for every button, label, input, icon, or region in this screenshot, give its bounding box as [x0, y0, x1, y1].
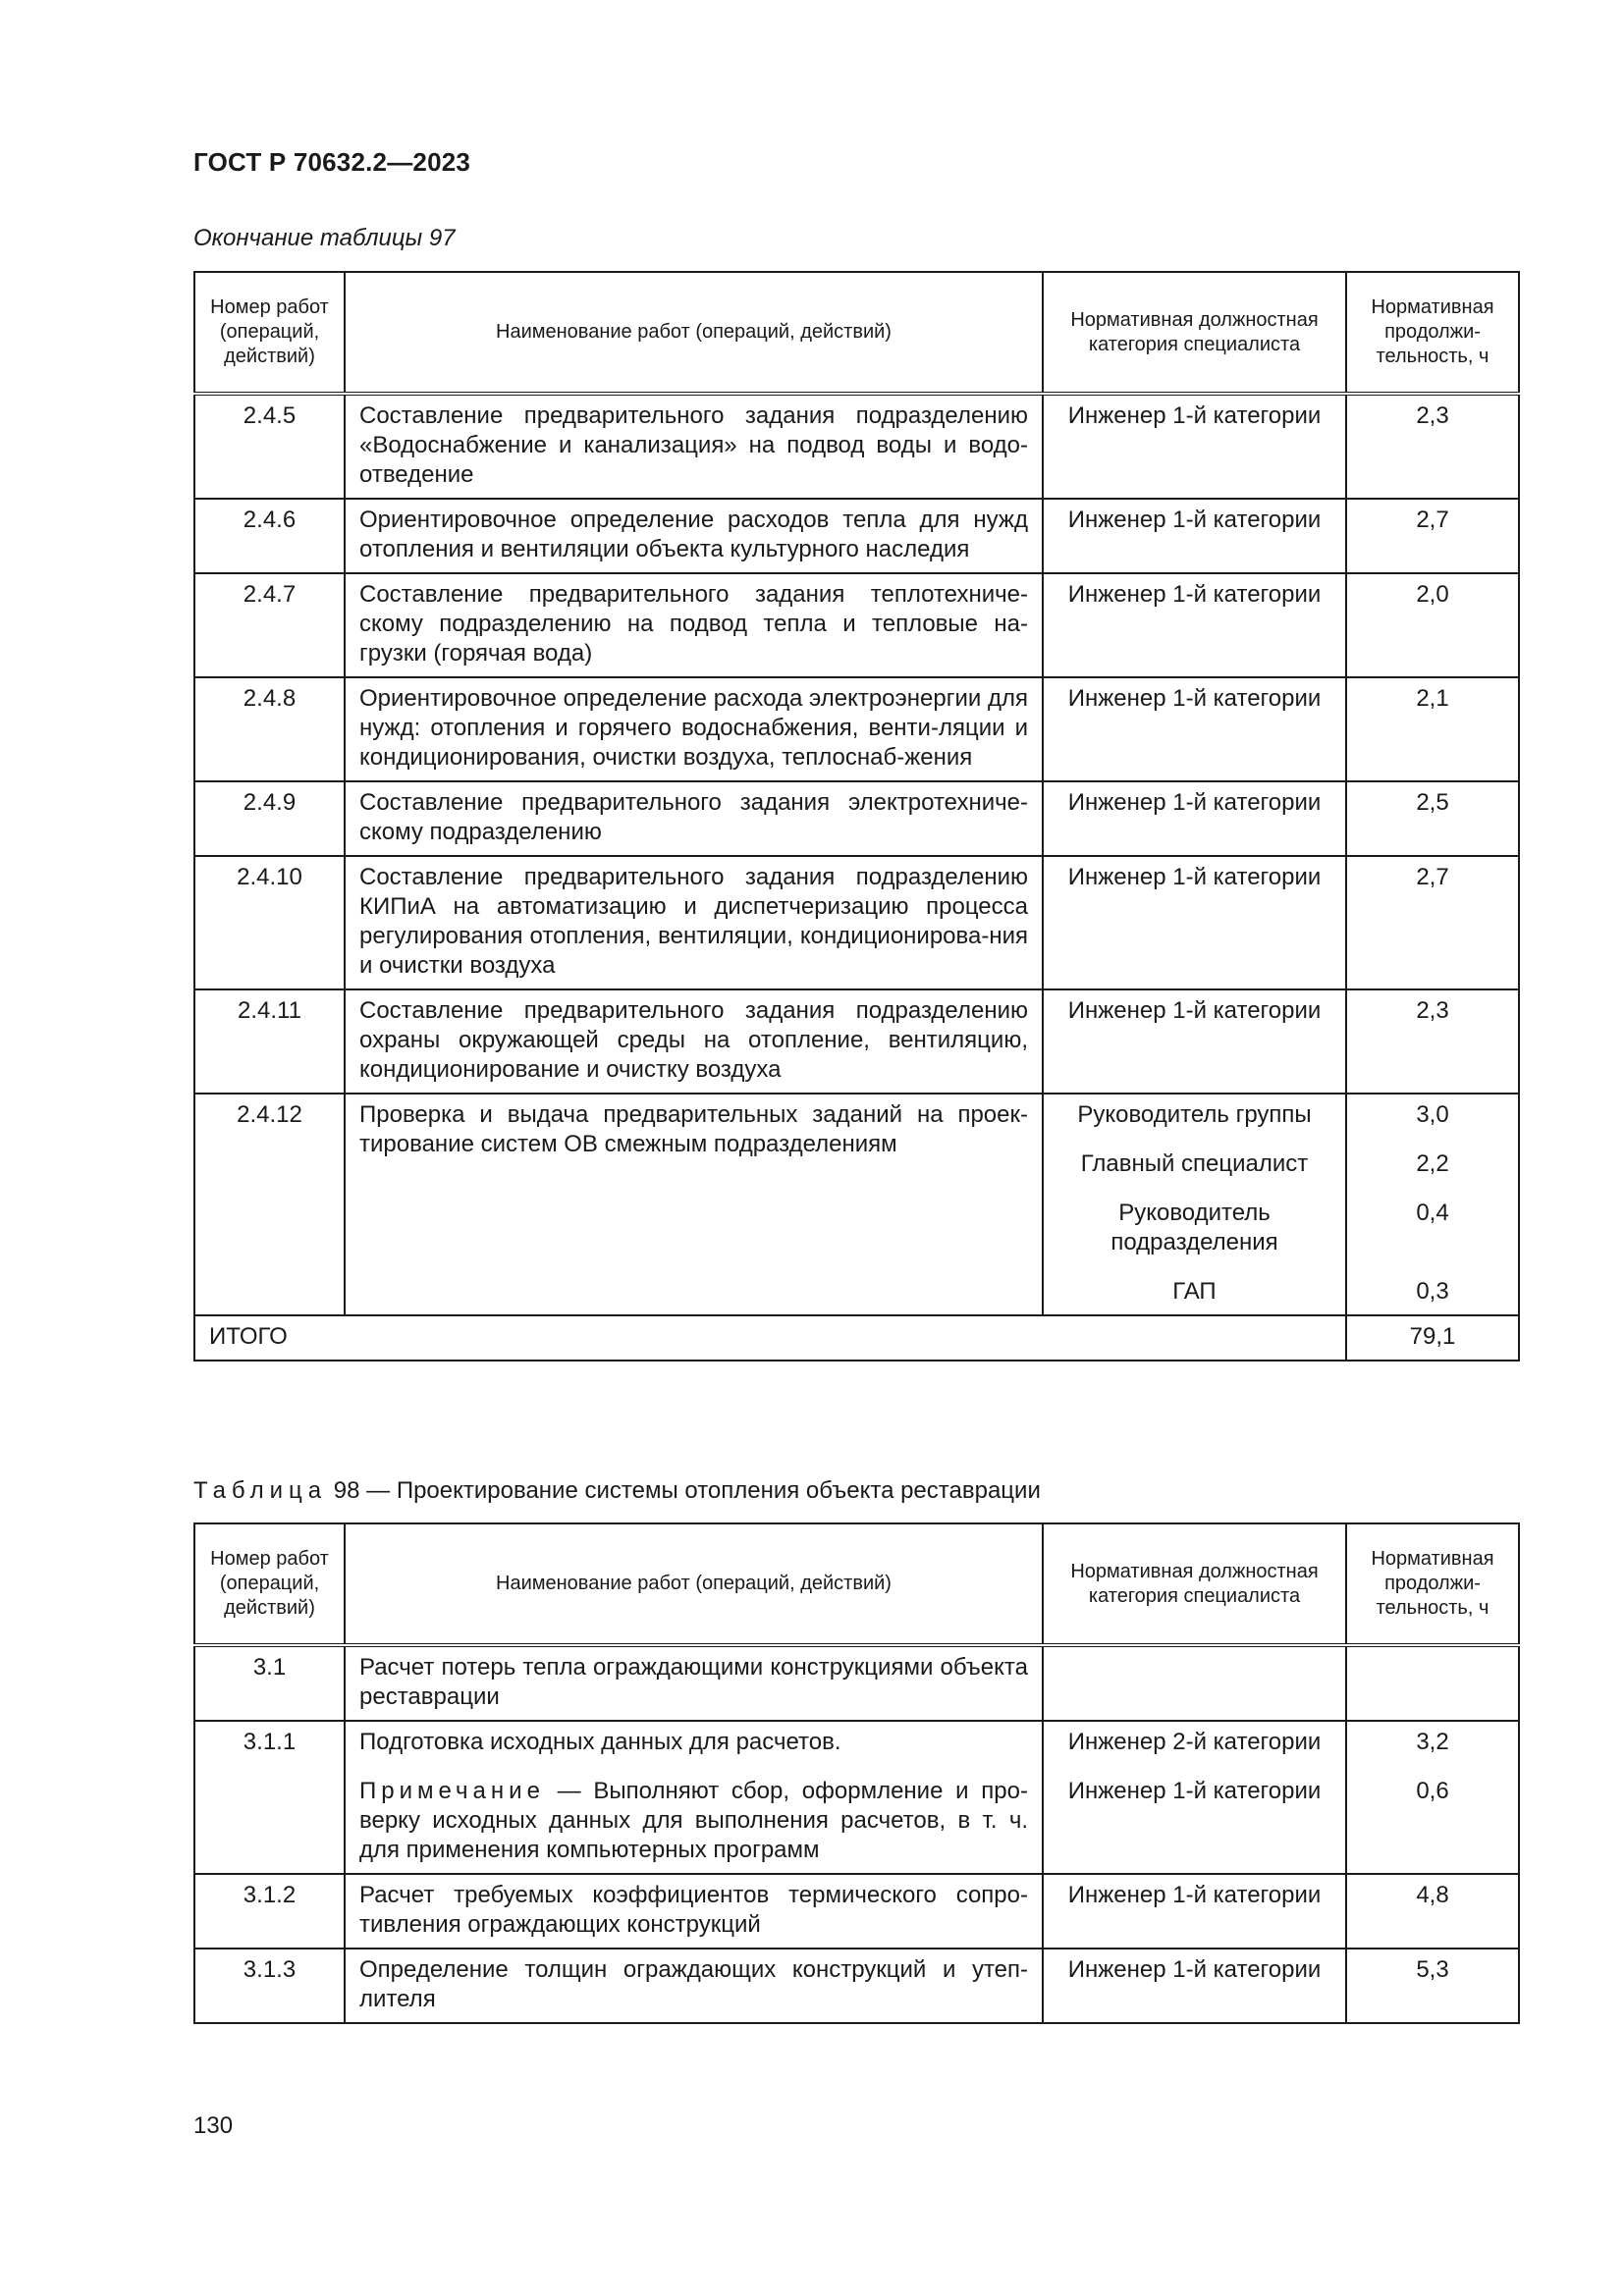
- table-97-continuation-caption: Окончание таблицы 97: [193, 225, 456, 251]
- row-category-text: Инженер 1-й категории: [1067, 1778, 1322, 1804]
- document-title: ГОСТ Р 70632.2—2023: [193, 147, 471, 177]
- row-number-cell: 2.4.8: [194, 677, 345, 781]
- row-duration-cell: [1346, 1645, 1519, 1721]
- column-header-duration: Нормативная продолжи-тельность, ч: [1346, 272, 1519, 394]
- table-97: [193, 271, 1520, 1362]
- row-duration-cell: [1346, 989, 1519, 1094]
- row-number-cell: 2.4.6: [194, 499, 345, 573]
- row-duration-value: 2,1: [1416, 685, 1449, 712]
- row-category-text: Инженер 1-й категории: [1067, 402, 1322, 429]
- row-category-text: Инженер 1-й категории: [1067, 1882, 1322, 1908]
- table-row: [194, 781, 1519, 856]
- row-number-cell: 2.4.10: [194, 856, 345, 989]
- row-name-text: Составление предварительного задания подразделению КИПиА на автоматизацию и диспетчеризацию процесса регулирования отопления, вентиляции, кондиционирова-ния и очистки воздуха: [359, 864, 1028, 979]
- row-duration-value: 5,3: [1416, 1956, 1449, 1983]
- page-number: 130: [193, 2112, 234, 2139]
- row-name-cell: [345, 1094, 1043, 1315]
- row-number-cell: 3.1.3: [194, 1949, 345, 2023]
- table-row: [194, 677, 1519, 781]
- row-duration-value: 2,3: [1416, 402, 1449, 429]
- table-row: [194, 573, 1519, 677]
- row-name-cell: [345, 573, 1043, 677]
- total-row: [194, 1315, 1519, 1361]
- table-row: [194, 989, 1519, 1094]
- row-name-cell: [345, 1645, 1043, 1721]
- row-note-text: — Выполняют сбор, оформление и про-верку исходных данных для выполнения расчетов, в т. ч. для применения компьютерных программ: [359, 1778, 1028, 1863]
- row-category-cell: [1043, 499, 1346, 573]
- row-duration-cell: [1346, 1874, 1519, 1949]
- row-name-text: Расчет требуемых коэффициентов термического сопро-тивления ограждающих конструкций: [359, 1882, 1028, 1938]
- table-row: [194, 856, 1519, 989]
- row-duration-cell: [1346, 394, 1519, 499]
- row-duration-cell: [1346, 1949, 1519, 2023]
- row-duration-value: 2,5: [1416, 789, 1449, 816]
- row-duration-cell: [1346, 499, 1519, 573]
- row-number-cell: 3.1.1: [194, 1721, 345, 1874]
- column-header-category: Нормативная должностная категория специалиста: [1043, 1523, 1346, 1645]
- row-duration-cell: [1346, 677, 1519, 781]
- row-category-text: Инженер 1-й категории: [1067, 581, 1322, 608]
- row-name-text: Определение толщин ограждающих конструкций и утеп-лителя: [359, 1956, 1028, 2012]
- row-duration-cell: [1346, 781, 1519, 856]
- row-number-cell: 2.4.11: [194, 989, 345, 1094]
- row-name-cell: [345, 394, 1043, 499]
- row-category-cell: [1043, 856, 1346, 989]
- row-category-text: Инженер 1-й категории: [1067, 789, 1322, 816]
- row-category-cell: [1043, 781, 1346, 856]
- table-header-row: [194, 1523, 1519, 1645]
- row-category-text: Главный специалист: [1080, 1150, 1309, 1177]
- row-duration-value: 2,7: [1416, 507, 1449, 533]
- row-category-text: Инженер 1-й категории: [1067, 507, 1322, 533]
- row-number-cell: 3.1.2: [194, 1874, 345, 1949]
- row-category-text: Руководитель подразделения: [1110, 1200, 1278, 1255]
- row-name-text: Расчет потерь тепла ограждающими конструкциями объекта реставрации: [359, 1654, 1028, 1710]
- row-duration-value: 3,0: [1416, 1101, 1449, 1128]
- row-category-text: Руководитель группы: [1077, 1101, 1312, 1128]
- row-name-cell: [345, 856, 1043, 989]
- column-header-category: Нормативная должностная категория специалиста: [1043, 272, 1346, 394]
- row-name-cell: [345, 781, 1043, 856]
- row-name-text: Составление предварительного задания электротехниче-скому подразделению: [359, 789, 1028, 845]
- row-number-cell: 2.4.7: [194, 573, 345, 677]
- table-header-row: [194, 272, 1519, 394]
- row-duration-value: 2,2: [1416, 1150, 1449, 1177]
- row-category-cell: [1043, 1645, 1346, 1721]
- row-duration-cell: [1346, 573, 1519, 677]
- row-duration-value: 2,7: [1416, 864, 1449, 890]
- table-98: [193, 1522, 1520, 2024]
- table-row: [194, 1645, 1519, 1721]
- row-duration-value: 0,3: [1416, 1278, 1449, 1305]
- table-row: [194, 1094, 1519, 1315]
- row-duration-value: 3,2: [1416, 1729, 1449, 1755]
- row-name-cell: [345, 989, 1043, 1094]
- column-header-name: Наименование работ (операций, действий): [345, 1523, 1043, 1645]
- row-category-cell: [1043, 1094, 1346, 1315]
- row-name-cell: [345, 677, 1043, 781]
- row-note-word: Примечание: [359, 1778, 545, 1804]
- row-category-text: Инженер 1-й категории: [1067, 685, 1322, 712]
- row-number-cell: 2.4.9: [194, 781, 345, 856]
- table-row: [194, 394, 1519, 499]
- total-value-cell: 79,1: [1346, 1315, 1519, 1361]
- row-number-cell: 2.4.12: [194, 1094, 345, 1315]
- row-category-cell: [1043, 989, 1346, 1094]
- table-98-caption-text: 98 — Проектирование системы отопления объекта реставрации: [333, 1477, 1041, 1504]
- row-name-text: Ориентировочное определение расходов тепла для нужд отопления и вентиляции объекта культурного наследия: [359, 507, 1028, 562]
- row-duration-cell: [1346, 1721, 1519, 1874]
- row-duration-value: 0,4: [1416, 1200, 1449, 1226]
- table-98-caption: [193, 1477, 1041, 1505]
- row-number-cell: 3.1: [194, 1645, 345, 1721]
- row-category-cell: [1043, 1949, 1346, 2023]
- row-category-text: Инженер 1-й категории: [1067, 864, 1322, 890]
- row-duration-cell: [1346, 856, 1519, 989]
- row-name-text: Ориентировочное определение расхода электроэнергии для нужд: отопления и горячего водоснабжения, венти-ляции и кондиционирования, очистки воздуха, теплоснаб-жения: [359, 685, 1028, 771]
- row-number-cell: 2.4.5: [194, 394, 345, 499]
- row-duration-value: 4,8: [1416, 1882, 1449, 1908]
- row-category-cell: [1043, 1721, 1346, 1874]
- row-duration-value: 2,0: [1416, 581, 1449, 608]
- row-duration-cell: [1346, 1094, 1519, 1315]
- row-category-cell: [1043, 1874, 1346, 1949]
- row-category-text: Инженер 1-й категории: [1067, 1956, 1322, 1983]
- row-name-text: Проверка и выдача предварительных заданий на проек-тирование систем ОВ смежным подразделениям: [359, 1101, 1028, 1157]
- row-name-cell: [345, 1949, 1043, 2023]
- row-name-cell: [345, 1874, 1043, 1949]
- row-name-cell: [345, 1721, 1043, 1874]
- row-name-text: Подготовка исходных данных для расчетов.: [359, 1729, 841, 1755]
- row-name-text: Составление предварительного задания подразделению «Водоснабжение и канализация» на подвод воды и водо-отведение: [359, 402, 1028, 488]
- row-note: [359, 1777, 1028, 1865]
- table-98-caption-word: Таблица: [193, 1477, 328, 1504]
- table-row: [194, 1949, 1519, 2023]
- row-duration-value: 2,3: [1416, 997, 1449, 1024]
- row-category-cell: [1043, 573, 1346, 677]
- row-category-text: Инженер 1-й категории: [1067, 997, 1322, 1024]
- row-category-text: ГАП: [1172, 1278, 1217, 1305]
- row-name-text: Составление предварительного задания теплотехниче-скому подразделению на подвод тепла и тепловые на-грузки (горячая вода): [359, 581, 1028, 667]
- table-row: [194, 1721, 1519, 1874]
- column-header-num: Номер работ (операций, действий): [194, 272, 345, 394]
- column-header-name: Наименование работ (операций, действий): [345, 272, 1043, 394]
- row-category-cell: [1043, 394, 1346, 499]
- row-category-cell: [1043, 677, 1346, 781]
- table-row: [194, 499, 1519, 573]
- row-category-text: Инженер 2-й категории: [1067, 1729, 1322, 1755]
- row-name-cell: [345, 499, 1043, 573]
- row-name-text: Составление предварительного задания подразделению охраны окружающей среды на отопление, вентиляцию, кондиционирование и очистку воздуха: [359, 997, 1028, 1083]
- table-row: [194, 1874, 1519, 1949]
- column-header-duration: Нормативная продолжи-тельность, ч: [1346, 1523, 1519, 1645]
- column-header-num: Номер работ (операций, действий): [194, 1523, 345, 1645]
- row-duration-value: 0,6: [1416, 1778, 1449, 1804]
- total-label-cell: ИТОГО: [194, 1315, 1346, 1361]
